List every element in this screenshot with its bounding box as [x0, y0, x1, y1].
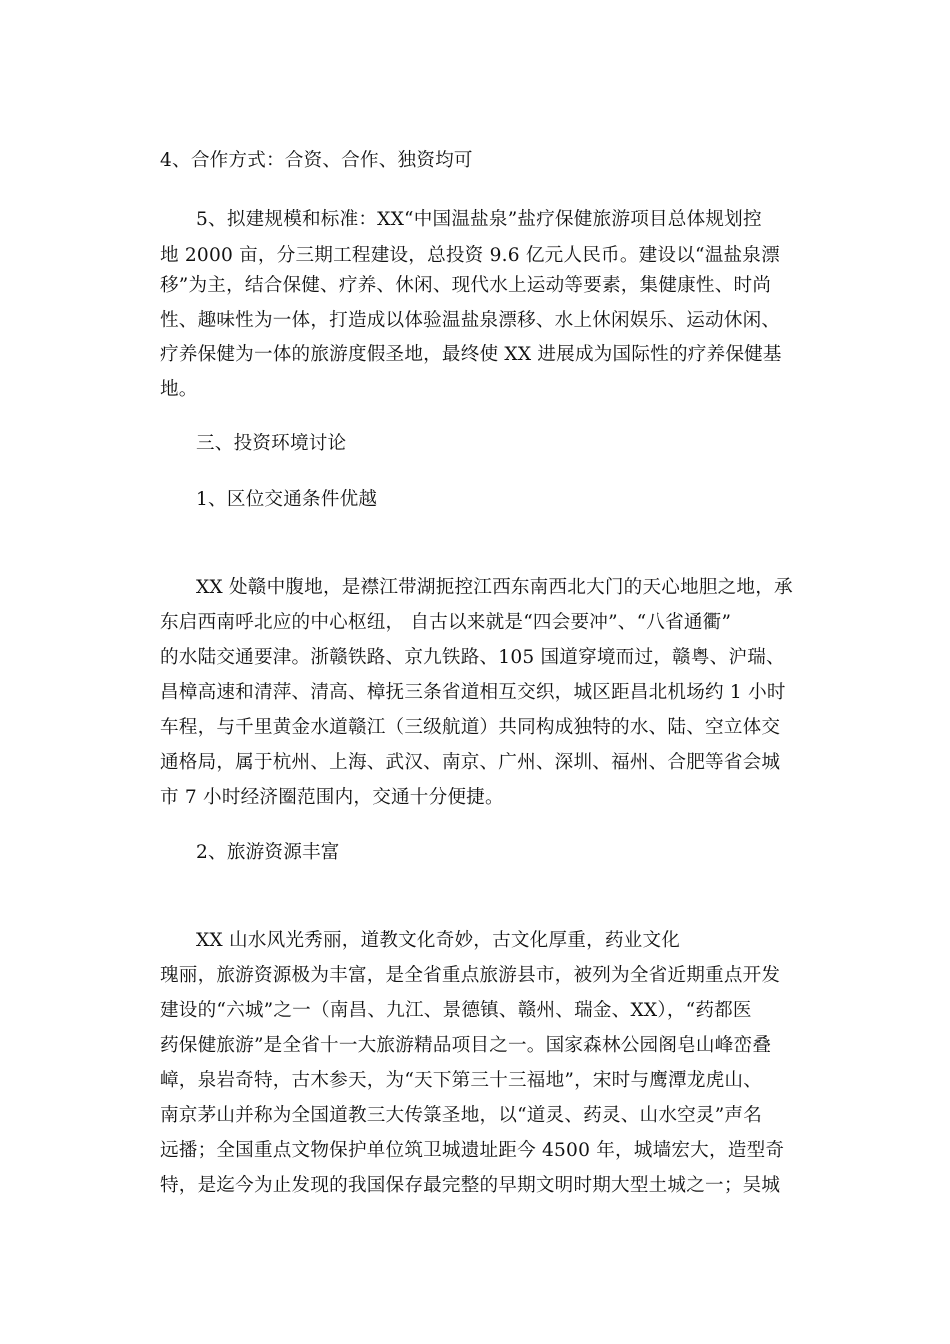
location-paragraph-line: 车程，与千里黄金水道赣江（三级航道）共同构成独特的水、陆、空立体交 [160, 717, 781, 738]
location-paragraph-line: 市 7 小时经济圈范围内，交通十分便捷。 [160, 787, 504, 808]
location-paragraph-line: XX 处赣中腹地，是襟江带湖扼控江西东南西北大门的天心地胆之地，承 [196, 577, 793, 598]
location-paragraph-line: 通格局，属于杭州、上海、武汉、南京、广州、深圳、福州、合肥等省会城 [160, 752, 781, 773]
subsection-heading: 1、区位交通条件优越 [196, 489, 378, 510]
tourism-paragraph-line: 瑰丽，旅游资源极为丰富，是全省重点旅游县市，被列为全省近期重点开发 [160, 965, 781, 986]
tourism-paragraph-line: 特，是迄今为止发现的我国保存最完整的早期文明时期大型土城之一；吴城 [160, 1175, 781, 1196]
tourism-paragraph-line: XX 山水风光秀丽，道教文化奇妙，古文化厚重，药业文化 [196, 930, 681, 951]
tourism-paragraph-line: 药保健旅游”是全省十一大旅游精品项目之一。国家森林公园阁皂山峰峦叠 [160, 1035, 772, 1056]
tourism-paragraph-line: 南京茅山并称为全国道教三大传箓圣地，以“道灵、药灵、山水空灵”声名 [160, 1105, 763, 1126]
item-5-scale-line: 疗养保健为一体的旅游度假圣地，最终使 XX 进展成为国际性的疗养保健基 [160, 344, 782, 365]
location-paragraph-line: 东启西南呼北应的中心枢纽， 自古以来就是“四会要冲”、“八省通衢” [160, 612, 732, 633]
item-4-cooperation-mode: 4、合作方式：合资、合作、独资均可 [160, 150, 473, 171]
subsection-heading: 2、旅游资源丰富 [196, 842, 340, 863]
section-heading: 三、投资环境讨论 [196, 433, 347, 454]
location-paragraph-line: 昌樟高速和清萍、清高、樟抚三条省道相互交织，城区距昌北机场约 1 小时 [160, 682, 786, 703]
item-5-scale-line: 地 2000 亩，分三期工程建设，总投资 9.6 亿元人民币。建设以“温盐泉漂 [160, 245, 780, 266]
tourism-paragraph-line: 建设的“六城”之一（南昌、九江、景德镇、赣州、瑞金、XX），“药都医 [160, 1000, 752, 1021]
tourism-paragraph-line: 嶂，泉岩奇特，古木参天，为“天下第三十三福地”，宋时与鹰潭龙虎山、 [160, 1070, 763, 1091]
location-paragraph-line: 的水陆交通要津。浙赣铁路、京九铁路、105 国道穿境而过，赣粤、沪瑞、 [160, 647, 785, 668]
item-5-scale-line: 地。 [160, 379, 198, 400]
item-5-scale-line: 5、拟建规模和标准：XX“中国温盐泉”盐疗保健旅游项目总体规划控 [196, 209, 762, 230]
item-5-scale-line: 性、趣味性为一体，打造成以体验温盐泉漂移、水上休闲娱乐、运动休闲、 [160, 310, 781, 331]
tourism-paragraph-line: 远播；全国重点文物保护单位筑卫城遗址距今 4500 年，城墙宏大，造型奇 [160, 1140, 785, 1161]
item-5-scale-line: 移”为主，结合保健、疗养、休闲、现代水上运动等要素，集健康性、时尚 [160, 275, 772, 296]
